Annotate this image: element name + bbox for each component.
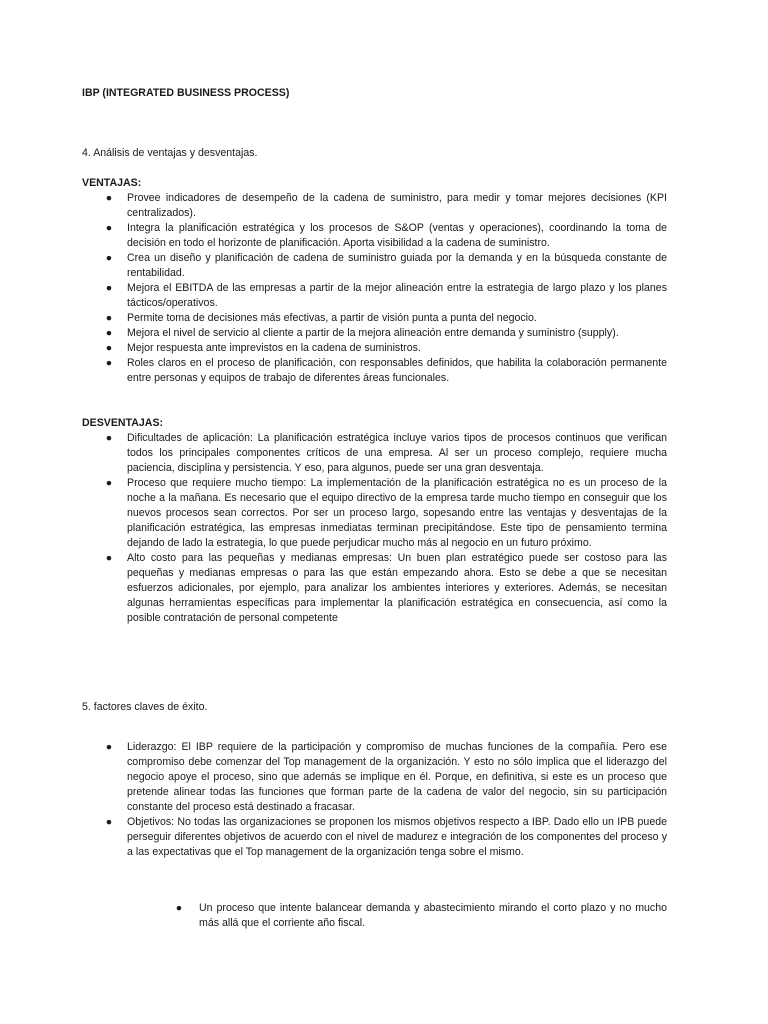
list-item-text: Roles claros en el proceso de planificación, con responsables definidos, que habilita la colaboración permanente entre personas y equipos de trabajo de diferentes áreas funcionales. — [127, 357, 667, 384]
list-item — [82, 326, 667, 341]
document-title: IBP (INTEGRATED BUSINESS PROCESS) — [82, 87, 290, 99]
list-item — [82, 221, 667, 251]
desventajas-label: DESVENTAJAS: — [82, 417, 164, 429]
list-item-text: Mejora el EBITDA de las empresas a partir de la mejor alineación entre la estrategia de largo plazo y los planes tácticos/operativos. — [127, 282, 667, 309]
sub-list — [82, 901, 667, 931]
list-item-text: Dificultades de aplicación: La planificación estratégica incluye varios tipos de procesos continuos que verifican todos los principales componentes críticos de una empresa. Al ser un proceso complejo, requiere mucha paciencia, disciplina y persistencia. Y eso, para algunos, puede ser una gran desventaja. — [127, 432, 667, 474]
section-4-heading: 4. Análisis de ventajas y desventajas. — [82, 147, 258, 159]
list-item-text: Provee indicadores de desempeño de la cadena de suministro, para medir y tomar mejores decisiones (KPI centralizados). — [127, 192, 667, 219]
bullet-icon: ● — [105, 477, 113, 489]
list-item-text: Alto costo para las pequeñas y medianas empresas: Un buen plan estratégico puede ser costoso para las pequeñas y medianas empresas o para las que están empezando ahora. Esto se debe a que se necesitan esfuerzos adicionales, por ejemplo, para analizar los ambientes interiores y exteriores. Además, se necesitan algunas herramientas específicas para implementar la planificación estratégica en consecuencia, así como la posible contratación de personal competente — [127, 552, 667, 624]
list-item — [82, 901, 667, 931]
list-item — [82, 431, 667, 476]
bullet-icon: ● — [105, 222, 113, 234]
list-item-text: Objetivos: No todas las organizaciones se proponen los mismos objetivos respecto a IBP. Dado ello un IPB puede perseguir diferentes objetivos de acuerdo con el nivel de madurez e integración de los componentes del proceso y a las expectativas que el Top management de la organización tenga sobre el mismo. — [127, 816, 667, 858]
list-item-text: Mejor respuesta ante imprevistos en la cadena de suministros. — [127, 342, 421, 354]
bullet-icon: ● — [105, 552, 113, 564]
ventajas-list — [82, 191, 667, 386]
list-item — [82, 551, 667, 626]
bullet-icon: ● — [105, 252, 113, 264]
desventajas-list — [82, 431, 667, 626]
list-item-text: Mejora el nivel de servicio al cliente a partir de la mejora alineación entre demanda y suministro (supply). — [127, 327, 619, 339]
list-item — [82, 740, 667, 815]
bullet-icon: ● — [105, 816, 113, 828]
list-item — [82, 815, 667, 860]
list-item — [82, 281, 667, 311]
section-5-heading: 5. factores claves de éxito. — [82, 701, 208, 713]
list-item-text: Permite toma de decisiones más efectivas, a partir de visión punta a punta del negocio. — [127, 312, 537, 324]
bullet-icon: ● — [175, 902, 183, 914]
list-item-text: Un proceso que intente balancear demanda y abastecimiento mirando el corto plazo y no mucho más allá que el corriente año fiscal. — [199, 902, 667, 929]
bullet-icon: ● — [105, 357, 113, 369]
list-item — [82, 476, 667, 551]
bullet-icon: ● — [105, 327, 113, 339]
bullet-icon: ● — [105, 192, 113, 204]
list-item — [82, 341, 667, 356]
list-item-text: Liderazgo: El IBP requiere de la participación y compromiso de muchas funciones de la compañía. Pero ese compromiso debe comenzar del Top management de la organización. Y esto no sólo implica que el liderazgo del negocio apoye el proceso, sino que además se implique en él. Porque, en definitiva, si este es un proceso que pretende alinear todas las funciones que forman parte de la cadena de valor del negocio, sin su participación constante del proceso está destinado a fracasar. — [127, 741, 667, 813]
list-item-text: Proceso que requiere mucho tiempo: La implementación de la planificación estratégica no es un proceso de la noche a la mañana. Es necesario que el equipo directivo de la empresa tarde mucho tiempo en conseguir que los nuevos procesos sean correctos. Por ser un proceso largo, sopesando entre las ventajas y desventajas de la planificación estratégica, las empresas inmediatas terminan precipitándose. Este tipo de pensamiento termina dejando de lado la estrategia, lo que puede perjudicar mucho más al negocio en un futuro próximo. — [127, 477, 667, 549]
list-item — [82, 356, 667, 386]
bullet-icon: ● — [105, 342, 113, 354]
list-item-text: Crea un diseño y planificación de cadena de suministro guiada por la demanda y en la búsqueda constante de rentabilidad. — [127, 252, 667, 279]
list-item — [82, 191, 667, 221]
ventajas-label: VENTAJAS: — [82, 177, 142, 189]
list-item — [82, 311, 667, 326]
bullet-icon: ● — [105, 741, 113, 753]
list-item — [82, 251, 667, 281]
factores-list — [82, 740, 667, 860]
bullet-icon: ● — [105, 282, 113, 294]
bullet-icon: ● — [105, 432, 113, 444]
list-item-text: Integra la planificación estratégica y los procesos de S&OP (ventas y operaciones), coordinando la toma de decisión en todo el horizonte de planificación. Aporta visibilidad a la cadena de suministro. — [127, 222, 667, 249]
bullet-icon: ● — [105, 312, 113, 324]
